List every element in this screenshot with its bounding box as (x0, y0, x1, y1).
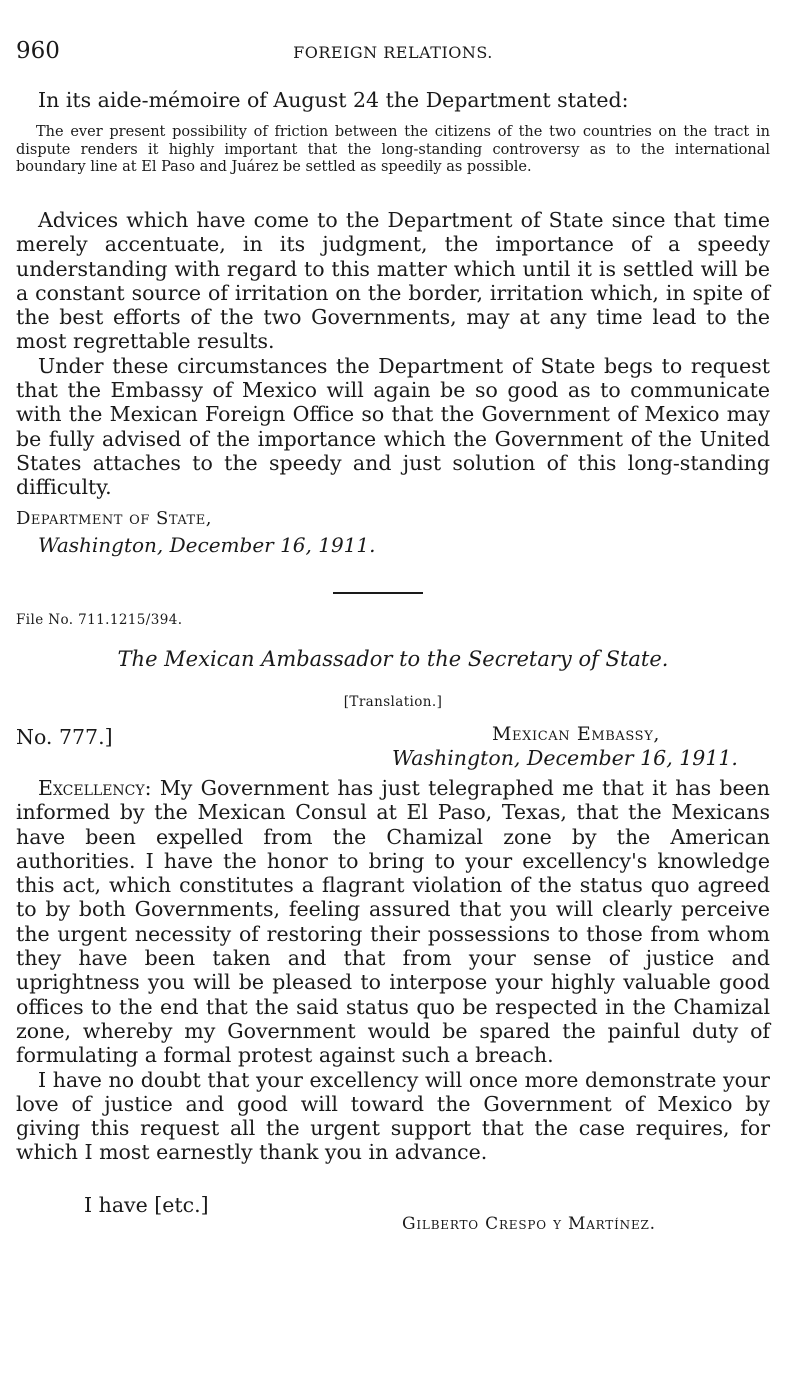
letter-paragraph-2: I have no doubt that your excellency will once more demonstrate your love of justice and good will toward the Government of Mexico by giving this request all the urgent support that the case requires, for which I most earnestly thank you in advance. (16, 1067, 770, 1165)
letter-body (16, 776, 770, 1165)
letter-paragraph-1 (16, 776, 770, 1068)
signer-name: Gilberto Crespo y Martínez. (402, 1214, 656, 1234)
paragraph-advices: Advices which have come to the Department of State since that time merely accentuate, in its judgment, the importance of a speedy understanding with regard to this matter which until it is settled will be a constant source of irritation on the border, irritation which, in spite of the best efforts of the two Governments, may at any time lead to the most regrettable results. (16, 208, 770, 354)
salutation: Excellency: (38, 776, 152, 800)
translation-note: [Translation.] (343, 694, 443, 710)
lead-in-paragraph: In its aide-mémoire of August 24 the Department stated: (38, 88, 629, 112)
section-divider (333, 592, 423, 594)
letter-number: No. 777.] (16, 725, 113, 749)
department-note-body (16, 208, 770, 500)
letter-closing: I have [etc.] (84, 1193, 209, 1217)
document-title: The Mexican Ambassador to the Secretary of State. (117, 647, 669, 671)
running-head: FOREIGN RELATIONS. (293, 43, 493, 62)
file-number: File No. 711.1215/394. (16, 612, 183, 628)
department-name: Department of State, (16, 508, 212, 529)
department-signature (16, 506, 376, 558)
lead-in-section (16, 88, 770, 112)
paragraph-circumstances: Under these circumstances the Department of State begs to request that the Embassy of Mexico will again be so good as to communicate with the Mexican Foreign Office so that the Government of Mexico may be fully advised of the importance which the Government of the United States attaches to the speedy and just solution of this long-standing difficulty. (16, 353, 770, 500)
page-number: 960 (16, 38, 60, 64)
quoted-passage: The ever present possibility of friction between the citizens of the two countries on the tract in dispute renders it highly important that the long-standing controversy as to the international boundary line at El Paso and Juárez be settled as speedily as possible. (16, 124, 770, 175)
embassy-name: Mexican Embassy, (492, 723, 661, 745)
place-date: Washington, December 16, 1911. (38, 533, 376, 557)
letter-dateline: Washington, December 16, 1911. (392, 746, 738, 770)
page-header (16, 38, 770, 68)
letter-paragraph-1-text: My Government has just telegraphed me that it has been informed by the Mexican Consul at El Paso, Texas, that the Mexicans have been expelled from the Chamizal zone by the American authorities. I have the honor to bring to your excellency's knowledge this act, which constitutes a flagrant violation of the status quo agreed to by both Governments, feeling assured that you will clearly perceive the urgent necessity of restoring their possessions to those from whom they have been taken and that from your sense of justice and uprightness you will be pleased to interpose your highly valuable good offices to the end that the said status quo be respected in the Chamizal zone, whereby my Government would be spared the painful duty of formulating a formal protest against such a breach. (16, 776, 770, 1068)
